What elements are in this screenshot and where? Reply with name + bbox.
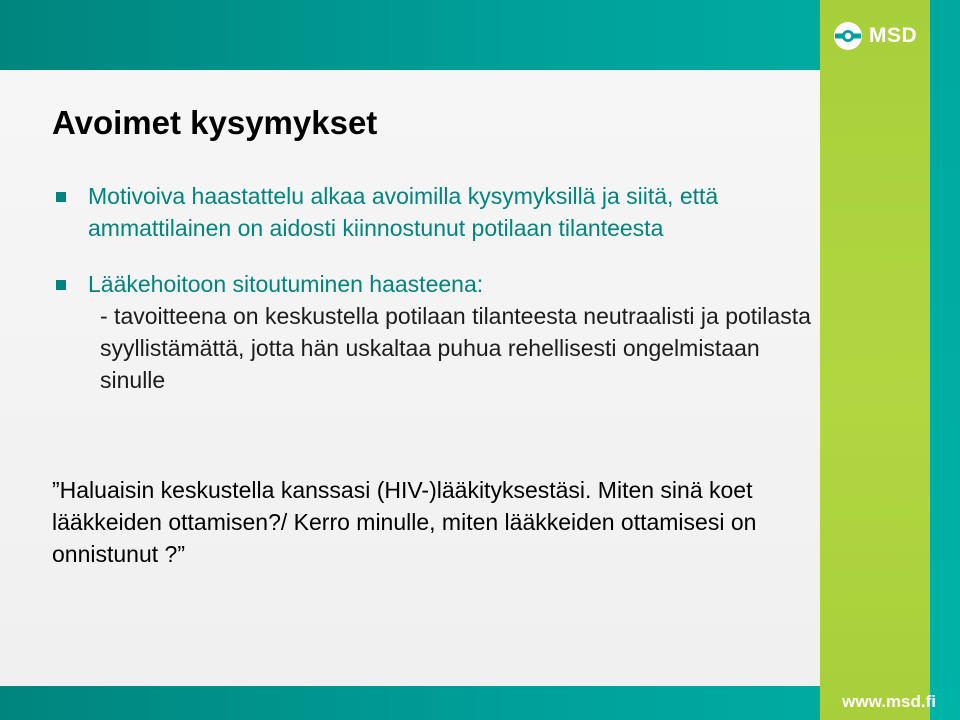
msd-logo-icon (833, 21, 863, 51)
square-bullet-icon (56, 192, 66, 202)
bullet-subtext: - tavoitteena on keskustella potilaan tilanteesta neutraalisti ja potilasta syyllistämättä, jotta hän uskaltaa puhua rehellisesti ongelmistaan sinulle (100, 303, 811, 393)
example-quote: ”Haluaisin keskustella kanssasi (HIV-)lääkityksestäsi. Miten sinä koet lääkkeiden ottamisen?/ Kerro minulle, miten lääkkeiden ottamisesi on onnistunut ?” (52, 477, 757, 567)
bullet-text: Motivoiva haastattelu alkaa avoimilla kysymyksillä ja siitä, että ammattilainen on aidosti kiinnostunut potilaan tilanteesta (88, 183, 719, 241)
msd-logo (833, 18, 917, 54)
slide-title: Avoimet kysymykset (52, 104, 378, 141)
bullet-list (52, 180, 812, 396)
decorative-teal-edge (930, 0, 960, 720)
square-bullet-icon (56, 280, 66, 290)
footer-url: www.msd.fi (842, 692, 936, 711)
bullet-item (52, 268, 812, 396)
bullet-item (52, 180, 812, 244)
logo-text: MSD (869, 24, 918, 47)
bullet-text: Lääkehoitoon sitoutuminen haasteena: (88, 271, 484, 297)
decorative-green-stripe (820, 0, 930, 720)
footer-band (0, 686, 960, 720)
header-band (0, 0, 960, 70)
